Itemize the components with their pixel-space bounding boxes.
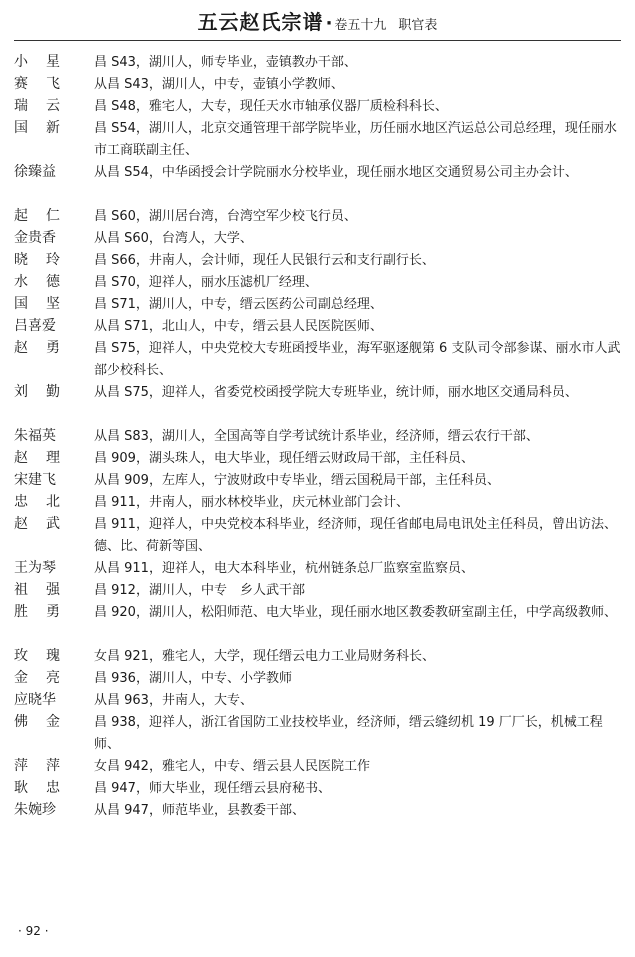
entry-name: 小星 [14, 54, 78, 70]
entry-row [0, 776, 635, 798]
entry-desc: 从昌 S75，迎祥人，省委党校函授学院大专班毕业，统计师，丽水地区交通局科员、 [94, 385, 578, 400]
entry-name: 萍萍 [14, 758, 78, 774]
entry-row [0, 446, 635, 468]
entry-desc: 从昌 S54，中华函授会计学院丽水分校毕业，现任丽水地区交通贸易公司主办会计、 [94, 165, 578, 180]
entry-desc: 从昌 909，左库人，宁波财政中专毕业，缙云国税局干部，主任科员、 [94, 473, 500, 488]
entry-name: 刘勤 [14, 384, 78, 400]
entry-list [0, 50, 635, 820]
entry-row [0, 754, 635, 776]
entry-name: 赛飞 [14, 76, 78, 92]
entry-row [0, 688, 635, 710]
entry-row [0, 292, 635, 314]
entry-desc: 昌 938，迎祥人，浙江省国防工业技校毕业，经济师，缙云缝纫机 19 厂厂长，机械工程师、 [94, 715, 603, 752]
entry-desc: 从昌 947，师范毕业，县教委干部、 [94, 803, 305, 818]
entry-desc: 从昌 911，迎祥人，电大本科毕业，杭州链条总厂监察室监察员、 [94, 561, 474, 576]
entry-name: 赵勇 [14, 340, 78, 356]
entry-row [0, 204, 635, 226]
entry-row [0, 94, 635, 116]
entry-row [0, 336, 635, 380]
entry-row [0, 380, 635, 424]
entry-desc: 从昌 S43，湖川人，中专，壶镇小学教师、 [94, 77, 344, 92]
entry-desc: 昌 S54，湖川人，北京交通管理干部学院毕业，历任丽水地区汽运总公司总经理，现任丽水市工商联副主任、 [94, 121, 617, 158]
entry-name: 王为琴 [14, 560, 56, 576]
entry-name: 玫瑰 [14, 648, 78, 664]
entry-name: 水德 [14, 274, 78, 290]
entry-name: 朱婉珍 [14, 802, 56, 818]
entry-row [0, 490, 635, 512]
entry-row [0, 226, 635, 248]
entry-row [0, 578, 635, 600]
header-rule [14, 40, 621, 41]
entry-row [0, 116, 635, 160]
book-title: 五云赵氏宗谱 [197, 10, 324, 34]
entry-desc: 昌 936，湖川人，中专、小学教师 [94, 671, 292, 686]
entry-desc: 昌 S60，湖川居台湾，台湾空军少校飞行员、 [94, 209, 357, 224]
entry-row [0, 468, 635, 490]
entry-name: 耿忠 [14, 780, 78, 796]
entry-desc: 从昌 S60，台湾人，大学、 [94, 231, 253, 246]
entry-desc: 昌 911，井南人，丽水林校毕业，庆元林业部门会计、 [94, 495, 409, 510]
entry-name: 佛金 [14, 714, 78, 730]
title-separator: · [325, 13, 333, 34]
entry-desc: 昌 909，湖头珠人，电大毕业，现任缙云财政局干部，主任科员、 [94, 451, 474, 466]
entry-desc: 昌 S75，迎祥人，中央党校大专班函授毕业，海军驱逐舰第 6 支队司令部参谋、丽水市人武部少校科长、 [94, 341, 621, 378]
entry-name: 金亮 [14, 670, 78, 686]
entry-desc: 昌 920，湖川人，松阳师范、电大毕业，现任丽水地区教委教研室副主任，中学高级教师、 [94, 605, 617, 620]
entry-name: 朱福英 [14, 428, 56, 444]
entry-row [0, 270, 635, 292]
entry-desc: 昌 S48，雅宅人，大专，现任天水市轴承仪器厂质检科科长、 [94, 99, 448, 114]
entry-name: 国新 [14, 120, 78, 136]
entry-desc: 昌 S66，井南人，会计师，现任人民银行云和支行副行长、 [94, 253, 435, 268]
entry-row [0, 424, 635, 446]
entry-desc: 昌 912，湖川人，中专 乡人武干部 [94, 583, 305, 598]
entry-name: 金贵香 [14, 230, 56, 246]
entry-desc: 从昌 S71，北山人，中专，缙云县人民医院医师、 [94, 319, 383, 334]
entry-row [0, 710, 635, 754]
entry-row [0, 314, 635, 336]
entry-name: 宋建飞 [14, 472, 56, 488]
entry-row [0, 160, 635, 204]
entry-row [0, 50, 635, 72]
entry-name: 起仁 [14, 208, 78, 224]
entry-row [0, 644, 635, 666]
entry-name: 吕喜爱 [14, 318, 56, 334]
entry-name: 忠北 [14, 494, 78, 510]
entry-name: 应晓华 [14, 692, 56, 708]
entry-desc: 昌 S70，迎祥人，丽水压滤机厂经理、 [94, 275, 318, 290]
entry-desc: 昌 S43，湖川人，师专毕业，壶镇教办干部、 [94, 55, 357, 70]
entry-desc: 从昌 S83，湖川人，全国高等自学考试统计系毕业，经济师，缙云农行干部、 [94, 429, 539, 444]
entry-desc: 昌 947，师大毕业，现任缙云县府秘书、 [94, 781, 331, 796]
entry-row [0, 556, 635, 578]
entry-name: 晓玲 [14, 252, 78, 268]
entry-name: 瑞云 [14, 98, 78, 114]
entry-row [0, 666, 635, 688]
entry-desc: 女昌 942，雅宅人，中专、缙云县人民医院工作 [94, 759, 370, 774]
entry-name: 国坚 [14, 296, 78, 312]
entry-desc: 昌 911，迎祥人，中央党校本科毕业，经济师，现任省邮电局电讯处主任科员，曾出访法、德、比、荷新等国、 [94, 517, 617, 554]
entry-name: 赵理 [14, 450, 78, 466]
volume-label: 卷五十九 [334, 18, 387, 33]
entry-row [0, 512, 635, 556]
section-label: 职官表 [398, 18, 438, 33]
entry-name: 祖强 [14, 582, 78, 598]
entry-name: 胜勇 [14, 604, 78, 620]
page-header [0, 6, 635, 36]
entry-row [0, 248, 635, 270]
entry-row [0, 798, 635, 820]
entry-name: 赵武 [14, 516, 78, 532]
entry-name: 徐臻益 [14, 164, 56, 180]
entry-desc: 昌 S71，湖川人，中专，缙云医药公司副总经理、 [94, 297, 383, 312]
entry-desc: 从昌 963，井南人，大专、 [94, 693, 253, 708]
entry-row [0, 600, 635, 644]
page-number: · 92 · [18, 924, 49, 938]
entry-row [0, 72, 635, 94]
entry-desc: 女昌 921，雅宅人，大学，现任缙云电力工业局财务科长、 [94, 649, 435, 664]
